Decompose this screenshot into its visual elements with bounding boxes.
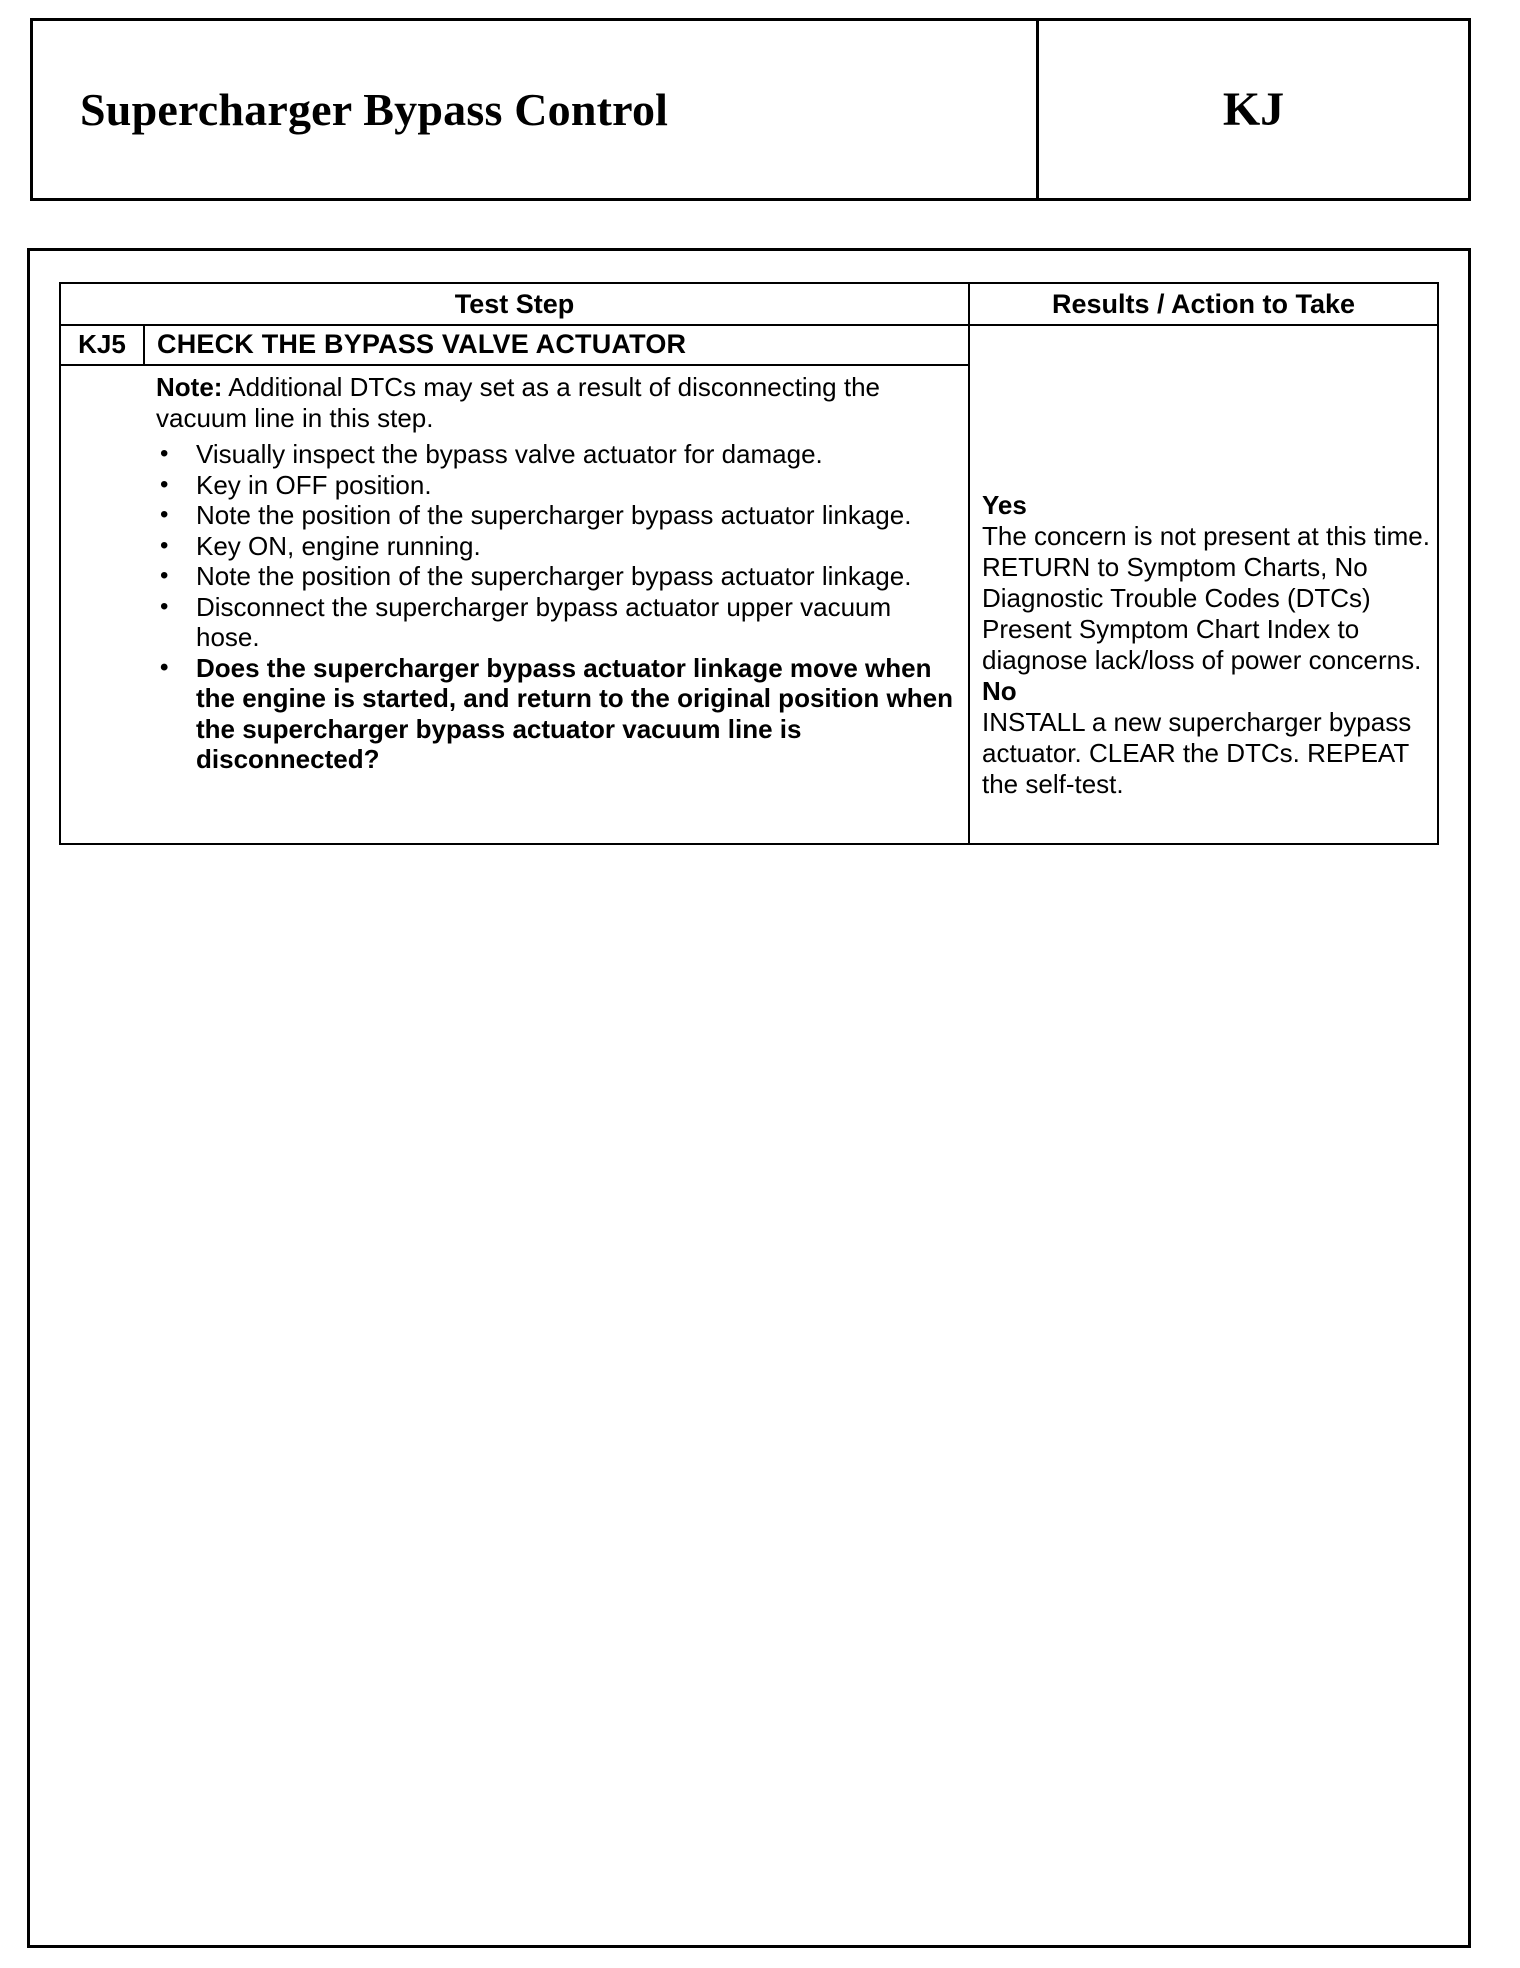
step-question: • Does the supercharger bypass actuator linkage move when the engine is started, and return to the original position when the supercharger bypass actuator vacuum line is disconnected? (156, 653, 956, 775)
column-divider (968, 324, 970, 845)
list-item: • Visually inspect the bypass valve actuator for damage. (156, 439, 956, 470)
yes-action: The concern is not present at this time. RETURN to Symptom Charts, No Diagnostic Trouble Codes (DTCs) Present Symptom Chart Index to diagnose lack/loss of power concerns. (982, 521, 1430, 675)
list-item: • Note the position of the supercharger bypass actuator linkage. (156, 561, 956, 592)
results-column-header: Results / Action to Take (1051, 288, 1356, 319)
results-actions (982, 490, 1437, 800)
section-code: KJ (1222, 83, 1285, 136)
list-item: • Disconnect the supercharger bypass actuator upper vacuum hose. (156, 592, 956, 653)
step-note (156, 372, 956, 433)
header-title-cell (33, 21, 1039, 198)
step-instructions (156, 372, 956, 775)
note-label: Note: (156, 372, 223, 402)
page-title: Supercharger Bypass Control (80, 84, 669, 135)
table-header-row (61, 284, 1437, 326)
step-title: CHECK THE BYPASS VALVE ACTUATOR (157, 328, 687, 359)
yes-label: Yes (982, 490, 1027, 520)
list-item: • Key in OFF position. (156, 470, 956, 501)
step-header-row (61, 324, 970, 366)
no-action: INSTALL a new supercharger bypass actuator. CLEAR the DTCs. REPEAT the self-test. (982, 707, 1412, 799)
no-label: No (982, 676, 1017, 706)
test-step-table (59, 282, 1439, 845)
step-bullet-list (156, 439, 956, 775)
header-code-cell (1039, 21, 1468, 198)
list-item: • Key ON, engine running. (156, 531, 956, 562)
page-header (30, 18, 1471, 201)
test-step-column-header: Test Step (61, 284, 970, 324)
note-text: Additional DTCs may set as a result of disconnecting the vacuum line in this step. (156, 372, 880, 433)
list-item: • Note the position of the supercharger bypass actuator linkage. (156, 500, 956, 531)
step-id: KJ5 (61, 324, 145, 364)
